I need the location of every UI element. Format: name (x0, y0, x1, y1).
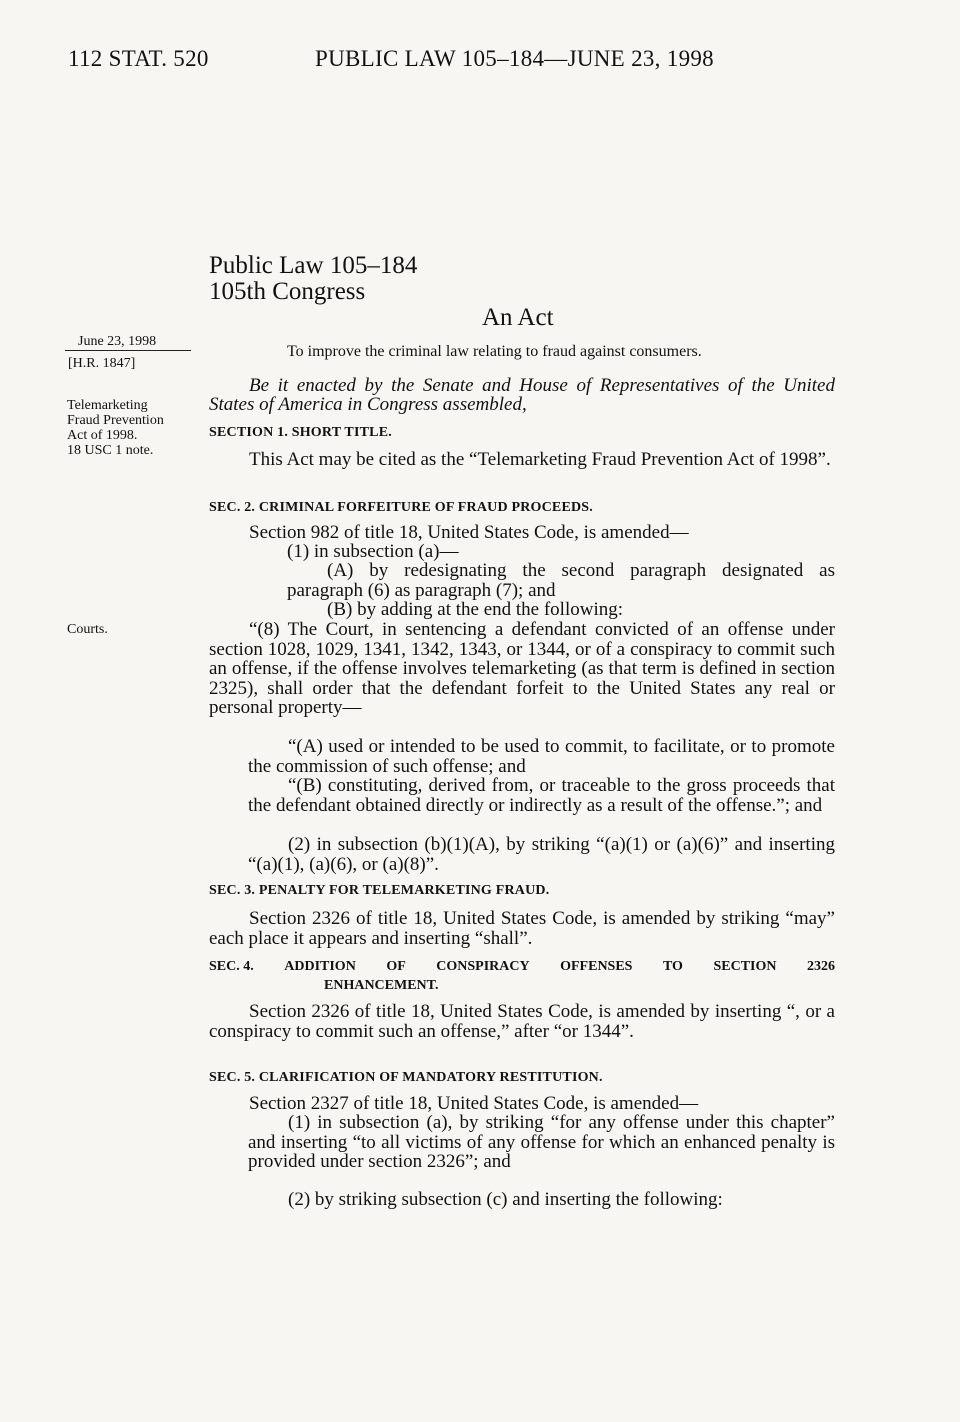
section-4-text: Section 2326 of title 18, United States Code, is amended by inserting “, or a conspiracy to commit such an offense,” after “or 1344”. (209, 1001, 835, 1042)
section-4-heading-line-2: ENHANCEMENT. (324, 978, 439, 993)
act-heading: An Act (482, 304, 554, 331)
section-2-quoted-B: “(B) constituting, derived from, or traceable to the gross proceeds that the defendant obtained directly or indirectly as a result of the offense.”; and (248, 775, 835, 816)
congress-number: 105th Congress (209, 278, 366, 305)
section-5-para-1: (1) in subsection (a), by striking “for any offense under this chapter” and inserting “to all victims of any offense for which an enhanced penalty is provided under section 2326”; and (248, 1112, 835, 1172)
enacting-clause: Be it enacted by the Senate and House of Representatives of the United States of America in Congress assembled, (209, 375, 835, 415)
margin-note-line: Fraud Prevention (67, 413, 164, 428)
section-2-quoted-para-8: “(8) The Court, in sentencing a defendant convicted of an offense under section 1028, 1029, 1341, 1342, 1343, or 1344, or of a conspiracy to commit such an offense, if the offense involves telemarketing (as that term is defined in section 2325), shall order that the defendant forfeit to the United States any real or personal property— (209, 619, 835, 718)
section-1-text: This Act may be cited as the “Telemarketing Fraud Prevention Act of 1998”. (249, 449, 831, 470)
act-purpose: To improve the criminal law relating to fraud against consumers. (287, 343, 702, 360)
heading-word: 2326 (806, 959, 835, 974)
section-4-number: SEC. 4. (209, 959, 254, 974)
section-1-heading: SECTION 1. SHORT TITLE. (209, 425, 392, 440)
bill-number: [H.R. 1847] (68, 356, 136, 371)
courts-margin-note: Courts. (67, 622, 108, 637)
section-2-para-1: (1) in subsection (a)— (287, 541, 459, 562)
law-number: Public Law 105–184 (209, 252, 418, 279)
heading-word: OF (386, 959, 406, 974)
margin-rule (65, 350, 191, 351)
section-2-intro: Section 982 of title 18, United States Code, is amended— (249, 522, 689, 543)
page-stat-reference: 112 STAT. 520 (68, 46, 209, 71)
section-3-text: Section 2326 of title 18, United States Code, is amended by striking “may” each place it appears and inserting “shall”. (209, 908, 835, 949)
section-2-para-2: (2) in subsection (b)(1)(A), by striking “(a)(1) or (a)(6)” and inserting “(a)(1), (a)(6), or (a)(8)”. (248, 834, 835, 875)
section-2-para-1B: (B) by adding at the end the following: (327, 599, 624, 620)
section-4-heading (209, 957, 835, 995)
margin-note-line: Act of 1998. (67, 428, 138, 443)
margin-note-line: 18 USC 1 note. (67, 443, 154, 458)
section-2-para-1A: (A) by redesignating the second paragraph designated as paragraph (6) as paragraph (7); and (287, 560, 835, 601)
section-2-quoted-A: “(A) used or intended to be used to commit, to facilitate, or to promote the commission of such offense; and (248, 736, 835, 777)
heading-word: ADDITION (284, 959, 356, 974)
section-5-intro: Section 2327 of title 18, United States Code, is amended— (249, 1093, 699, 1114)
heading-word: CONSPIRACY (436, 959, 530, 974)
running-title: PUBLIC LAW 105–184—JUNE 23, 1998 (315, 46, 714, 71)
heading-word: OFFENSES (560, 959, 633, 974)
section-5-heading: SEC. 5. CLARIFICATION OF MANDATORY RESTITUTION. (209, 1070, 603, 1085)
heading-word: TO (662, 959, 683, 974)
heading-word: SECTION (713, 959, 777, 974)
enactment-date: June 23, 1998 (78, 334, 157, 349)
section-3-heading: SEC. 3. PENALTY FOR TELEMARKETING FRAUD. (209, 883, 550, 898)
short-title-margin-note (67, 398, 202, 458)
section-2-heading: SEC. 2. CRIMINAL FORFEITURE OF FRAUD PROCEEDS. (209, 500, 593, 515)
margin-note-line: Telemarketing (67, 398, 148, 413)
section-5-para-2: (2) by striking subsection (c) and inserting the following: (288, 1189, 723, 1210)
